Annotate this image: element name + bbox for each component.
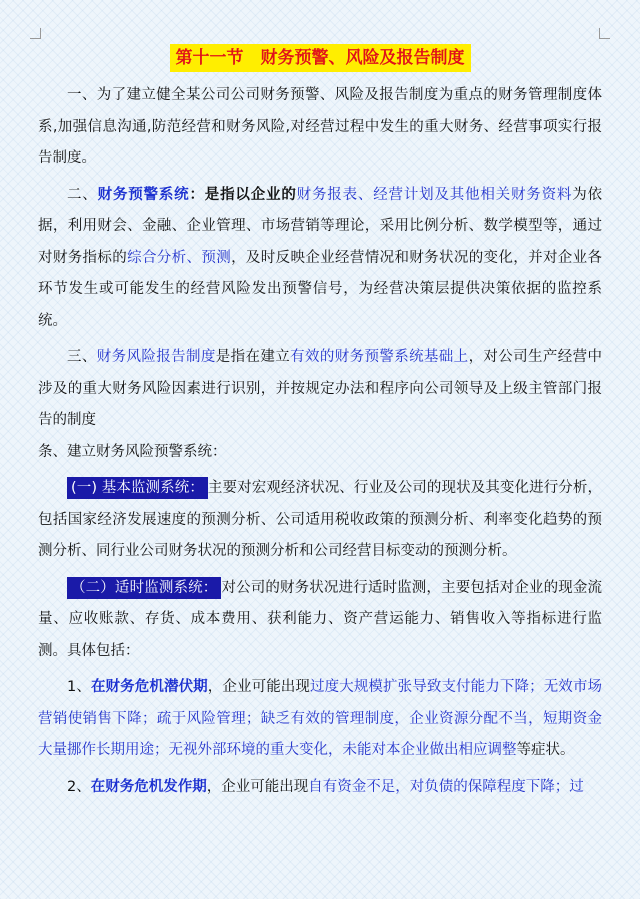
- para8-text-1: ，企业可能出现: [206, 778, 309, 795]
- label-realtime-monitoring: （二）适时监测系统：: [67, 577, 221, 599]
- para2-highlight-1: 财务报表、经营计划及其他相关财务资料: [296, 186, 573, 203]
- term-financial-warning-system: 财务预警系统: [97, 186, 190, 203]
- paragraph-7: [38, 672, 602, 767]
- paragraph-1: 一、为了建立健全某公司公司财务预警、风险及报告制度为重点的财务管理制度体系,加强信息沟通,防范经营和财务风险,对经营过程中发生的重大财务、经营事项实行报告制度。: [38, 87, 602, 166]
- para7-symptoms: 过度大规模扩张导致支付能力下降；无效市场营销使销售下降；疏于风险管理；缺乏有效的管理制度，企业资源分配不当，短期资金大量挪作长期用途；无视外部环境的重大变化，未能对本企业做出相应调整: [38, 679, 603, 758]
- paragraph-8: [38, 772, 602, 804]
- term-risk-report-system: 财务风险报告制度: [96, 349, 216, 365]
- para5-text: 主要对宏观经济状况、行业及公司的现状及其变化进行分析，包括国家经济发展速度的预测分析、公司适用税收政策的预测分析、利率变化趋势的预测分析、同行业公司财务状况的预测分析和公司经营目标变动的预测分析。: [38, 480, 602, 559]
- para2-text-2: 为依据，利用财会、金融、企业管理、市场营销等理论，采用比例分析、数学模型等，通过对财务指标的: [38, 186, 603, 266]
- term-latent-period: 在财务危机潜伏期: [90, 679, 208, 695]
- para2-colon: ：是指以企业的: [189, 186, 297, 203]
- para2-lead: 二、: [67, 186, 98, 203]
- para6-text: 对公司的财务状况进行适时监测，主要包括对企业的现金流量、应收账款、存货、成本费用、获利能力、资产营运能力、销售收入等指标进行监测。具体包括：: [38, 579, 603, 659]
- title-row: [38, 44, 602, 80]
- para2-text-3: ，及时反映企业经营情况和财务状况的变化，并对企业各环节发生或可能发生的经营风险发出预警信号，为经营决策层提供决策依据的监控系统。: [38, 249, 603, 329]
- para7-lead: 1、: [67, 679, 91, 695]
- paragraph-4: 条、建立财务风险预警系统：: [38, 443, 227, 460]
- para3-lead: 三、: [67, 349, 97, 365]
- paragraph-3: [38, 342, 602, 437]
- corner-mark-left: [30, 28, 41, 39]
- paragraph-2: [38, 180, 602, 338]
- para2-highlight-2: 综合分析、预测: [127, 249, 232, 266]
- document-body: [38, 44, 602, 803]
- corner-mark-right: [599, 28, 610, 39]
- para8-symptoms: 自有资金不足，对负债的保障程度下降；过: [308, 778, 584, 795]
- para3-text-1: 是指在建立: [215, 349, 291, 365]
- para3-text-2: ，对公司生产经营中涉及的重大财务风险因素进行识别，并按规定办法和程序向公司领导及上级主管部门报告的制度: [38, 349, 603, 428]
- paragraph-5: [38, 473, 602, 568]
- para8-lead: 2、: [67, 778, 91, 795]
- section-title: 第十一节 财务预警、风险及报告制度: [170, 44, 471, 72]
- term-outbreak-period: 在财务危机发作期: [90, 778, 207, 795]
- label-basic-monitoring: (一) 基本监测系统：: [67, 477, 208, 499]
- para7-text-1: ，企业可能出现: [207, 679, 311, 695]
- para7-text-2: 等症状。: [516, 742, 575, 758]
- paragraph-6: [38, 573, 602, 668]
- para3-highlight: 有效的财务预警系统基础上: [290, 349, 469, 365]
